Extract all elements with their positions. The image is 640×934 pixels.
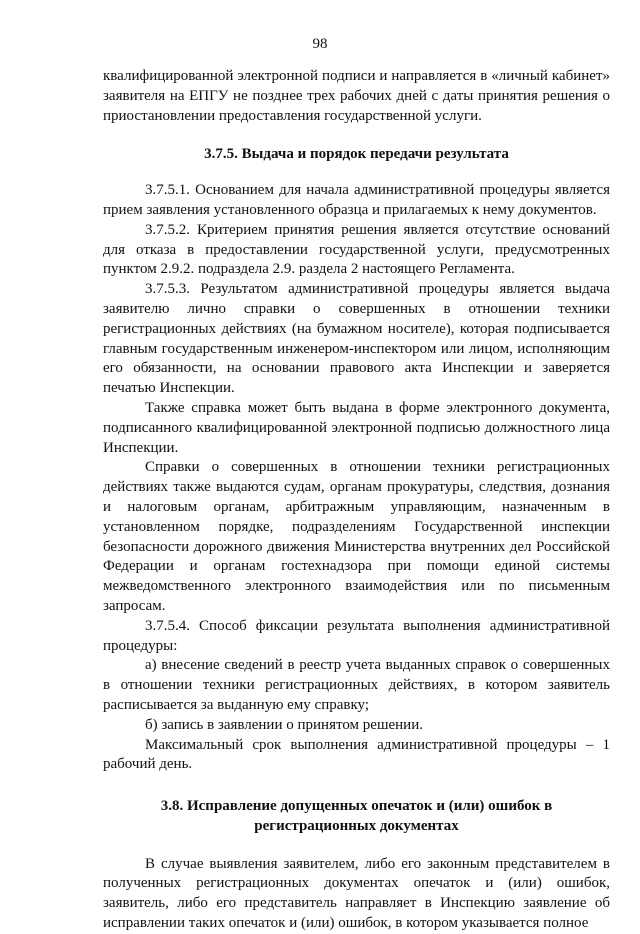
document-body	[103, 67, 610, 934]
list-item-b: б) запись в заявлении о принятом решении.	[145, 716, 423, 733]
paragraph-3-7-5-3: 3.7.5.3. Результатом административной процедуры является выдача заявителю лично справки о совершенных в отношении техники регистрационных действиях (на бумажном носителе), которая подписывается главным государственным инженером-инспектором или лицом, исполняющим его обязанности, на основании правового акта Инспекции и заверяется печатью Инспекции.	[103, 281, 610, 397]
paragraph-certificates-issued-to-bodies: Справки о совершенных в отношении техники регистрационных действиях также выдаются судам, органам прокуратуры, следствия, дознания и налоговым органам, арбитражным управляющим, назначенным в установленном порядке, подразделениям Государственной инспекции безопасности дорожного движения Министерства внутренних дел Российской Федерации и органам гостехнадзора при помощи единой системы межведомственного электронного взаимодействия или по письменным запросам.	[103, 459, 610, 614]
paragraph-max-duration: Максимальный срок выполнения административной процедуры – 1 рабочий день.	[103, 736, 610, 773]
section-heading-3-8-line1: 3.8. Исправление допущенных опечаток и (или) ошибок в	[160, 798, 553, 815]
paragraph-continuation: квалифицированной электронной подписи и направляется в «личный кабинет» заявителя на ЕПГУ не позднее трех рабочих дней с даты принятия решения о приостановлении предоставления государственной услуги.	[103, 68, 610, 124]
paragraph-electronic-certificate: Также справка может быть выдана в форме электронного документа, подписанного квалифицированной электронной подписью должностного лица Инспекции.	[103, 399, 610, 456]
section-heading-3-8-line2: регистрационных документах	[254, 817, 459, 834]
section-heading-3-7-5: 3.7.5. Выдача и порядок передачи результата	[204, 146, 509, 163]
paragraph-3-8-intro: В случае выявления заявителем, либо его законным представителем в полученных регистрационных документах опечаток и (или) ошибок, заявитель, либо его представитель направляет в Инспекцию заявление об исправлении таких опечаток и (или) ошибок, в котором указывается полное	[103, 855, 610, 932]
list-item-a: а) внесение сведений в реестр учета выданных справок о совершенных в отношении техники регистрационных действиях, в котором заявитель расписывается за выданную ему справку;	[103, 657, 610, 713]
paragraph-3-7-5-1: 3.7.5.1. Основанием для начала административной процедуры является прием заявления установленного образца и прилагаемых к нему документов.	[103, 182, 610, 218]
section-heading-3-8	[103, 797, 610, 837]
paragraph-3-7-5-2: 3.7.5.2. Критерием принятия решения является отсутствие оснований для отказа в предоставлении государственной услуги, предусмотренных пунктом 2.9.2. подраздела 2.9. раздела 2 настоящего Регламента.	[103, 221, 610, 278]
paragraph-3-7-5-4: 3.7.5.4. Способ фиксации результата выполнения административной процедуры:	[103, 617, 610, 654]
page-number: 98	[312, 36, 328, 52]
